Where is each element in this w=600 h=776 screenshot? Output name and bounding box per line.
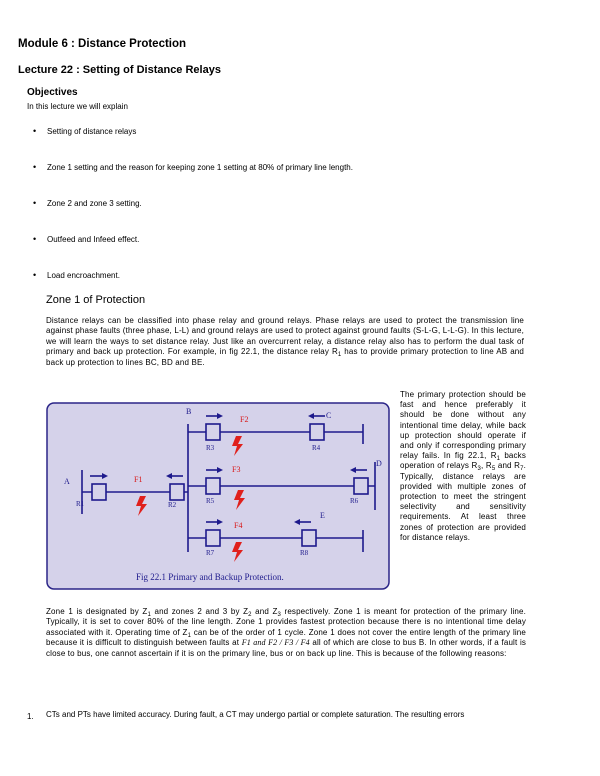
list-item: CTs and PTs have limited accuracy. During fault, a CT may undergo partial or complete saturation. The resulting errors	[46, 710, 465, 719]
relay-label: R7	[206, 549, 215, 557]
relay-label: R4	[312, 444, 321, 452]
list-item: • Zone 1 setting and the reason for keeping zone 1 setting at 80% of primary line length.	[33, 163, 353, 172]
fault-label: F2	[240, 415, 249, 424]
relay-label: R3	[206, 444, 215, 452]
module-title: Module 6 : Distance Protection	[18, 38, 187, 50]
paragraph-intro: Distance relays can be classified into phase relay and ground relays. Phase relays are used to protect the transmission line against phase faults (three phase, L-L) and ground relays are used to protect against ground faults (S-L-G, L-L-G). In this lecture, we will learn the ways to set distance relay. Just like an overcurrent relay, a distance relay also has to perform the dual task of primary and back up protection. For example, in fig 22.1, the distance relay $R_1$ has to provide primary protection to line AB and back up protection to lines BC, BD and BE.	[46, 316, 524, 367]
list-item: • Load encroachment.	[33, 271, 120, 280]
bus-label: C	[326, 411, 332, 420]
lecture-title: Lecture 22 : Setting of Distance Relays	[18, 64, 221, 76]
paragraph-side: The primary protection should be fast and hence preferably it should be done without any intentional time delay, while back up protection should operate if and only if corresponding primary relay fails. In fig 22.1, $R_1$ backs operation of relays $R_3$, $R_5$ and $R_7$. Typically, distance relays are provided with multiple zones of protection to meet the stringent selectivity and sensitivity requirements. At least three zones of protection are provided for distance relays.	[400, 390, 526, 542]
relay-label: R2	[168, 501, 177, 509]
fault-label: F3	[232, 465, 241, 474]
figure-caption: Fig 22.1 Primary and Backup Protection.	[136, 572, 284, 582]
bus-label: A	[64, 477, 70, 486]
list-item: • Zone 2 and zone 3 setting.	[33, 199, 142, 208]
list-item: • Setting of distance relays	[33, 127, 136, 136]
fault-expression: F1 and F2 / F3 / F4	[241, 638, 310, 648]
fault-label: F1	[134, 475, 143, 484]
section-heading: Zone 1 of Protection	[46, 294, 146, 306]
relay-label: R6	[350, 497, 359, 505]
list-number: 1.	[27, 712, 34, 721]
relay-label: R5	[206, 497, 215, 505]
bus-label: E	[320, 511, 325, 520]
objectives-heading: Objectives	[27, 87, 78, 98]
bus-label: D	[376, 459, 382, 468]
objectives-intro: In this lecture we will explain	[27, 102, 128, 111]
figure-diagram	[46, 402, 390, 590]
bus-label: B	[186, 407, 192, 416]
paragraph-zone1: Zone 1 is designated by $Z_1$ and zones 2 and 3 by $Z_2$ and $Z_3$ respectively. Zone 1 is meant for protection of the primary line. Typically, it is set to cover 80% of the line length. Zone 1 provides fastest protection because there is no intentional time delay associated with it. Operating time of $Z_1$ can be of the order of 1 cycle. Zone 1 does not cover the entire length of the primary line because it is difficult to distinguish between faults at F1 and F2 / F3 / F4 all of which are close to bus B. In other words, if a fault is close to bus, one cannot ascertain if it is on the primary line, bus or on back up line. This is because of the following reasons:	[46, 607, 527, 658]
fault-label: F4	[234, 521, 243, 530]
relay-label: R8	[300, 549, 309, 557]
relay-label: R1	[76, 500, 85, 508]
list-item: • Outfeed and Infeed effect.	[33, 235, 139, 244]
